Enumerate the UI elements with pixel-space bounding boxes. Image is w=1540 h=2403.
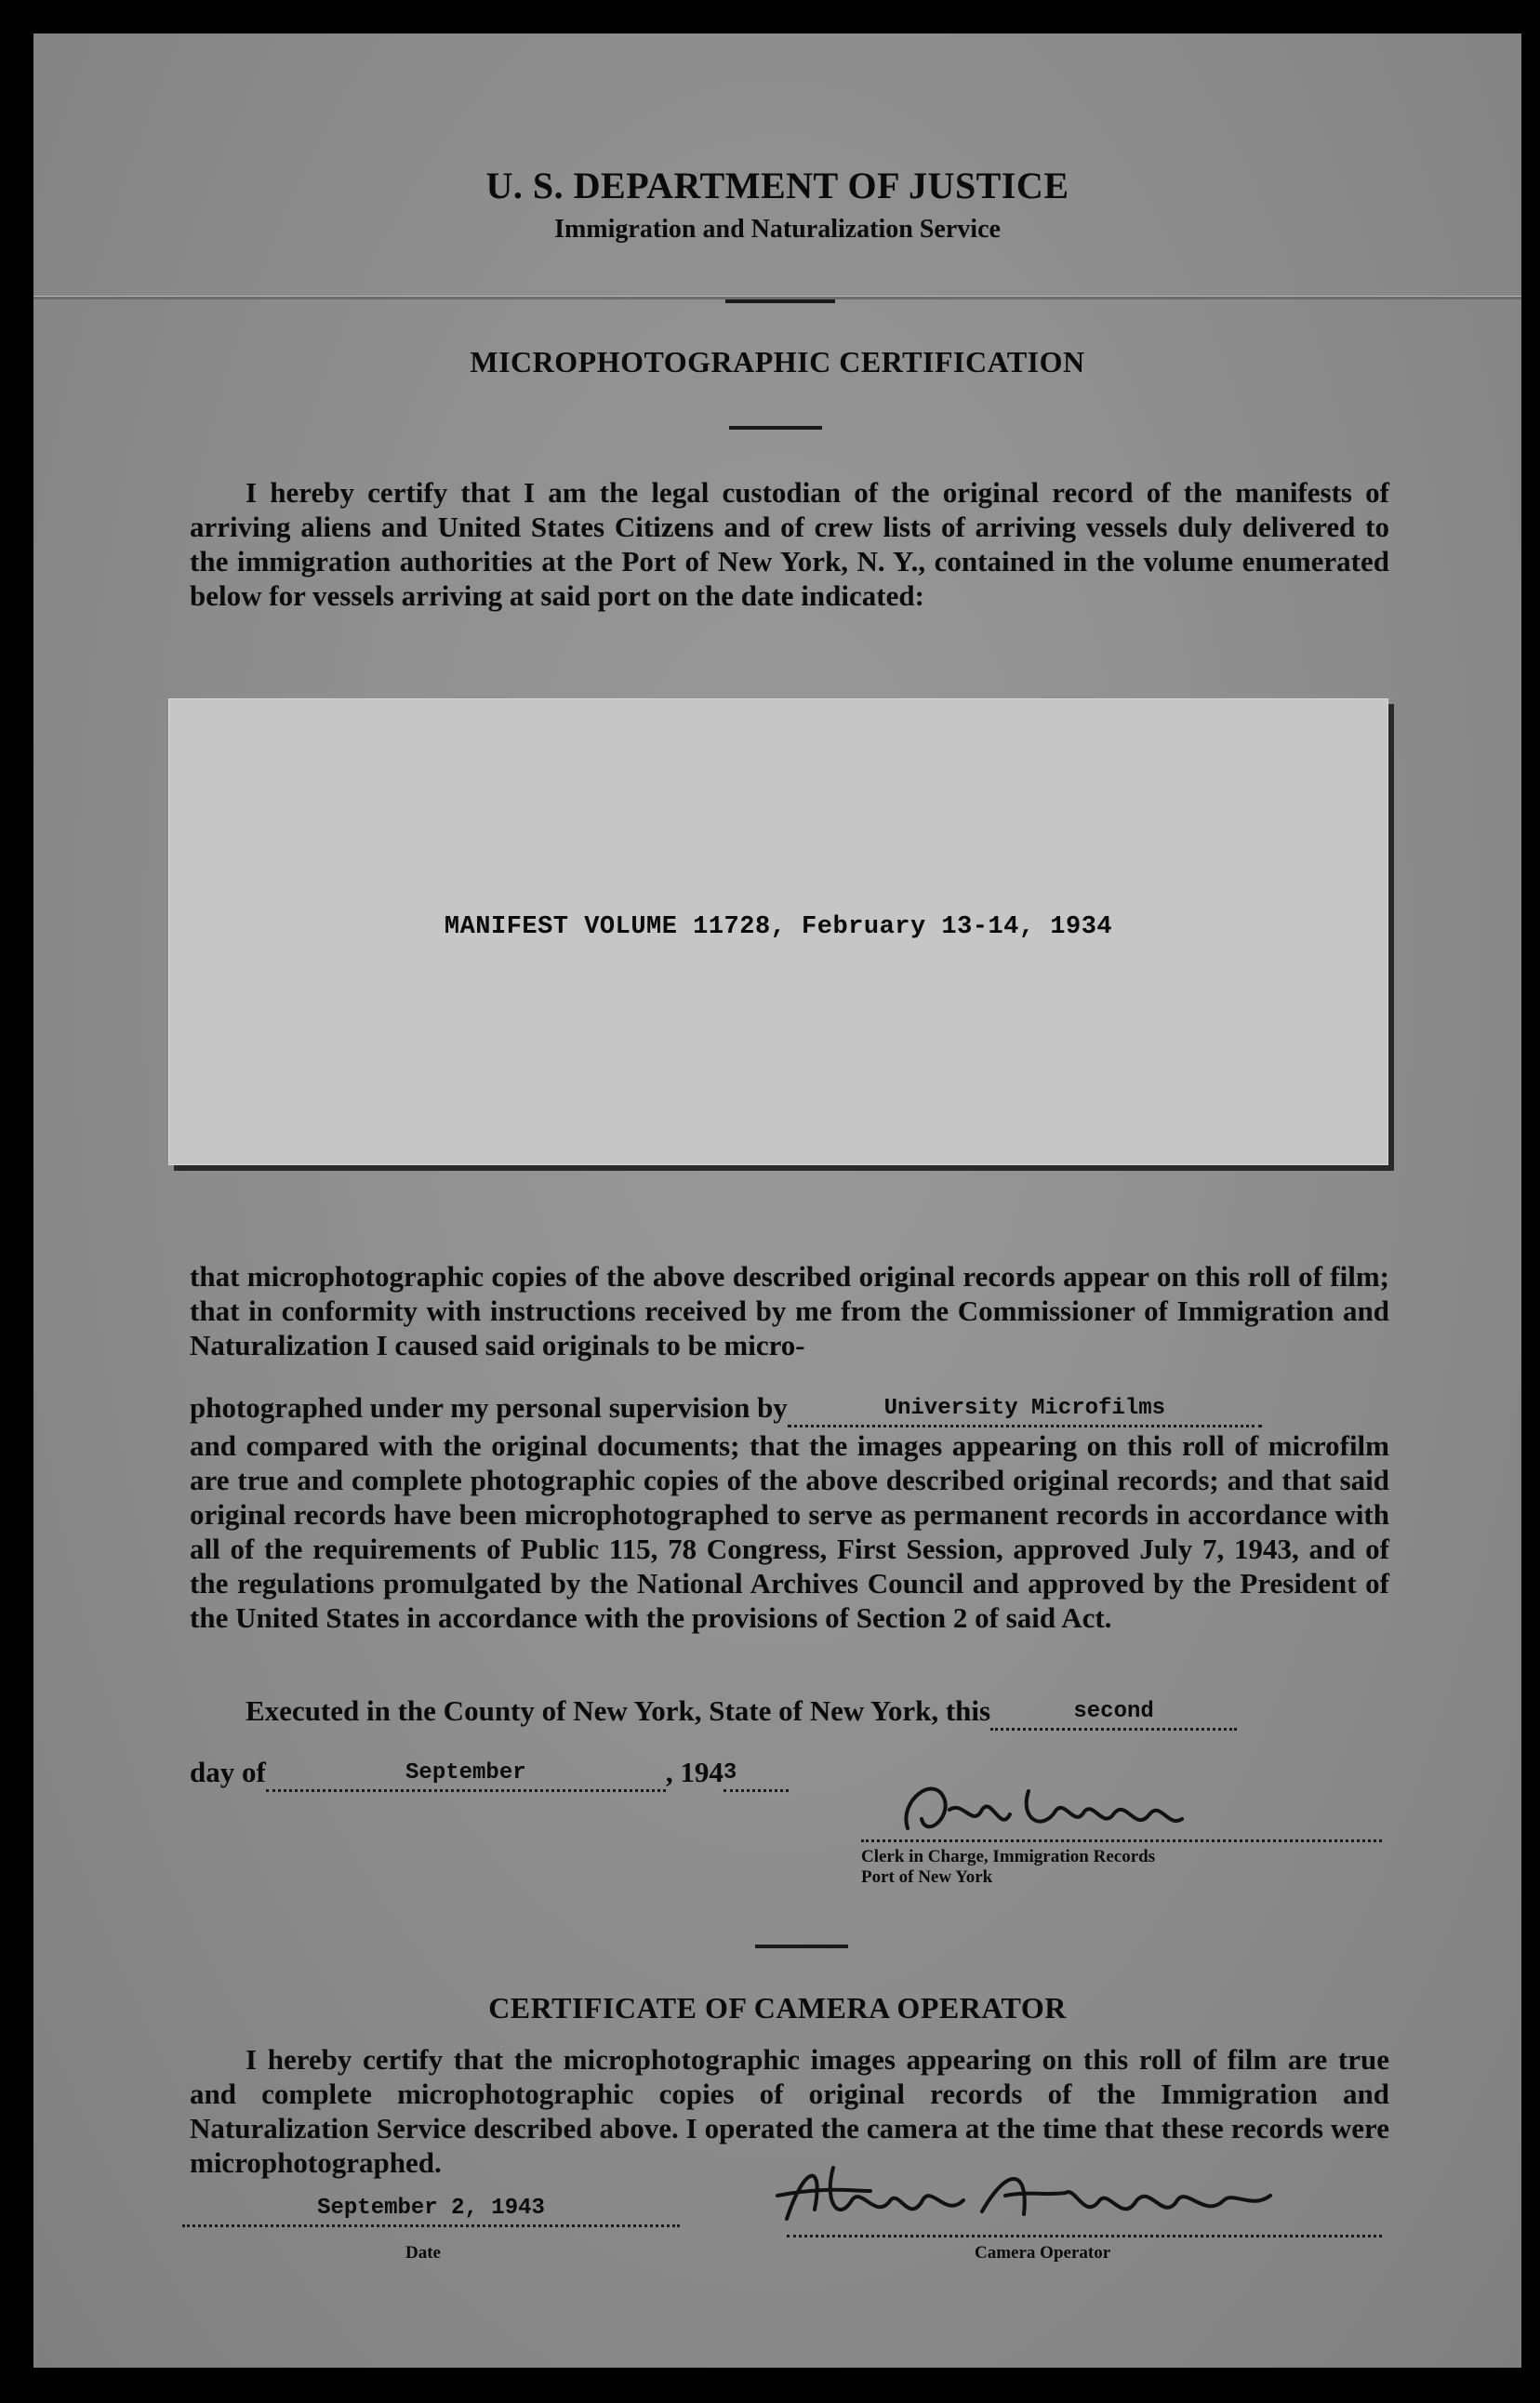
certificate-sheet bbox=[33, 33, 1521, 2368]
header bbox=[33, 164, 1521, 245]
clerk-title-line-2: Port of New York bbox=[861, 1867, 993, 1887]
operator-date-line bbox=[182, 2191, 680, 2227]
date-value: September 2, 1943 bbox=[317, 2196, 545, 2221]
year-field bbox=[724, 1756, 789, 1792]
certification-title: MICROPHOTOGRAPHIC CERTIFICATION bbox=[470, 345, 1085, 378]
intro-paragraph: I hereby certify that I am the legal custodian of the original record of the manifests of arriving aliens and United States Citizens and of crew lists of arriving vessels duly delivered to the immigration authorities at the Port of New York, N. Y., contained in the volume enumerated below for vessels arriving at said port on the date indicated: bbox=[190, 476, 1389, 612]
divider-rule bbox=[729, 426, 822, 430]
service-subtitle: Immigration and Naturalization Service bbox=[554, 215, 1001, 244]
divider-rule bbox=[755, 1945, 848, 1948]
photographed-by-value: University Microfilms bbox=[883, 1396, 1166, 1421]
photographed-by-prefix: photographed under my personal supervision by bbox=[190, 1391, 788, 1424]
camera-operator-label: Camera Operator bbox=[975, 2243, 1111, 2263]
operator-signature-line bbox=[787, 2233, 1382, 2237]
year-prefix: , 194 bbox=[665, 1756, 724, 1788]
executed-day-value: second bbox=[1073, 1699, 1154, 1724]
day-of-prefix: day of bbox=[190, 1756, 266, 1788]
divider-rule bbox=[725, 299, 835, 303]
body-paragraph-2: and compared with the original documents; that the images appearing on this roll of microfilm are true and complete photographic copies of the above described original records; and that said original records have been microphotographed to serve as permanent records in accordance with all of the requirements of Public 115, 78 Congress, First Session, approved July 7, 1943, and of the regulations promulgated by the National Archives Council and approved by the President of the United States in accordance with the provisions of Section 2 of said Act. bbox=[190, 1429, 1389, 1634]
manifest-label-card bbox=[168, 698, 1388, 1165]
day-of-line bbox=[190, 1756, 789, 1792]
date-label: Date bbox=[405, 2243, 441, 2263]
manifest-volume-label: MANIFEST VOLUME 11728, February 13-14, 1934 bbox=[444, 913, 1113, 941]
clerk-title bbox=[861, 1847, 1155, 1888]
body-paragraph-1: that microphotographic copies of the above described original records appear on this roll of film; that in conformity with instructions received by me from the Commissioner of Immigration and Naturalization I caused said originals to be micro- bbox=[190, 1260, 1389, 1361]
camera-operator-paragraph: I hereby certify that the microphotographic images appearing on this roll of film are true and complete microphotographic copies of original records of the Immigration and Naturalization Service described above. I operated the camera at the time that these records were microphotographed. bbox=[190, 2043, 1389, 2179]
executed-line bbox=[246, 1694, 1237, 1731]
clerk-title-line-1: Clerk in Charge, Immigration Records bbox=[861, 1847, 1156, 1866]
date-field bbox=[182, 2191, 680, 2227]
month-field bbox=[266, 1756, 666, 1792]
camera-operator-title: CERTIFICATE OF CAMERA OPERATOR bbox=[488, 1991, 1067, 2025]
camera-operator-signature bbox=[750, 2144, 1345, 2247]
executed-prefix: Executed in the County of New York, State of New York, this bbox=[246, 1694, 991, 1727]
executed-day-field bbox=[990, 1694, 1237, 1731]
month-value: September bbox=[405, 1760, 526, 1786]
photographed-by-field bbox=[788, 1391, 1262, 1427]
year-digit: 3 bbox=[723, 1760, 737, 1786]
department-title: U. S. DEPARTMENT OF JUSTICE bbox=[485, 165, 1069, 206]
photographed-by-line bbox=[190, 1391, 1262, 1427]
clerk-signature-line bbox=[861, 1838, 1382, 1842]
